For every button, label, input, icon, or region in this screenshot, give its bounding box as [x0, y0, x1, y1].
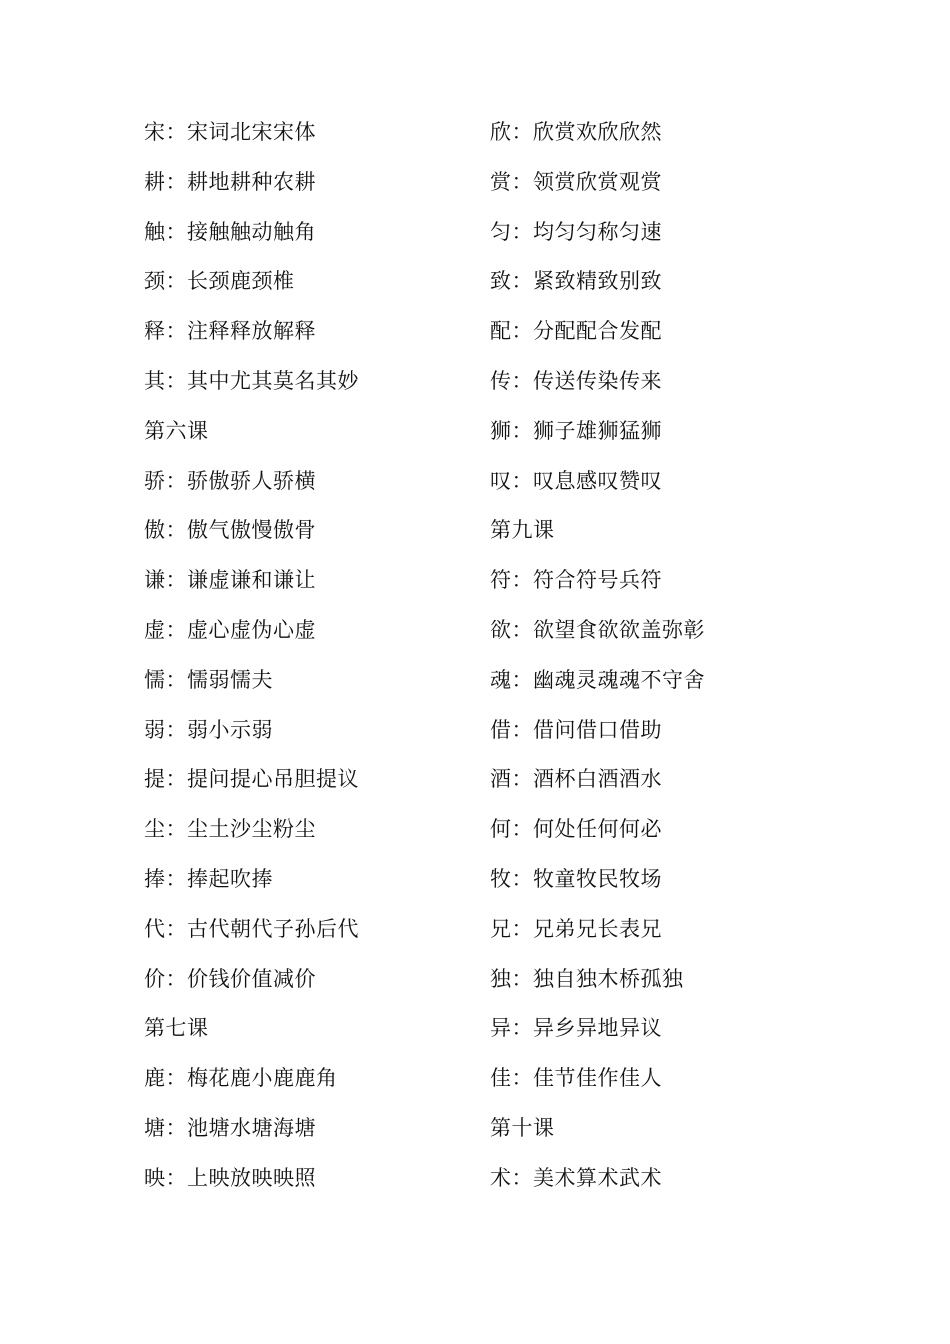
vocab-line: 弱：弱小示弱: [144, 717, 273, 742]
vocab-line: 虚：虚心虚伪心虚: [144, 617, 316, 642]
vocab-line: 宋：宋词北宋宋体: [144, 120, 316, 144]
vocab-line: 佳：佳节佳作佳人: [490, 1066, 662, 1091]
vocab-line: 兄：兄弟兄长表兄: [490, 916, 662, 941]
vocab-line: 配：分配配合发配: [490, 319, 662, 344]
vocab-line: 异：异乡异地异议: [490, 1016, 662, 1041]
vocab-line: 尘：尘土沙尘粉尘: [144, 817, 316, 842]
vocab-line: 价：价钱价值减价: [144, 966, 316, 991]
vocab-line: 代：古代朝代子孙后代: [144, 916, 359, 941]
vocab-line: 借：借问借口借助: [490, 717, 662, 742]
right-column: [490, 108, 820, 1204]
vocab-line: 匀：均匀匀称匀速: [490, 219, 662, 244]
lesson-heading: 第六课: [144, 418, 209, 443]
vocab-line: 鹿：梅花鹿小鹿鹿角: [144, 1066, 338, 1091]
left-column: [144, 108, 474, 1204]
vocab-line: 骄：骄傲骄人骄横: [144, 468, 316, 493]
vocab-line: 懦：懦弱懦夫: [144, 667, 273, 692]
vocab-line: 释：注释释放解释: [144, 319, 316, 344]
vocab-line: 酒：酒杯白酒酒水: [490, 767, 662, 792]
vocab-line: 提：提问提心吊胆提议: [144, 767, 359, 792]
vocab-line: 致：紧致精致别致: [490, 269, 662, 294]
vocab-line: 赏：领赏欣赏观赏: [490, 169, 662, 194]
vocab-line: 独：独自独木桥孤独: [490, 966, 684, 991]
vocab-line: 牧：牧童牧民牧场: [490, 866, 662, 891]
vocab-line: 欣：欣赏欢欣欣然: [490, 120, 662, 144]
vocab-line: 其：其中尤其莫名其妙: [144, 368, 359, 393]
vocab-line: 触：接触触动触角: [144, 219, 316, 244]
vocab-line: 狮：狮子雄狮猛狮: [490, 418, 662, 443]
vocab-line: 传：传送传染传来: [490, 368, 662, 393]
vocab-line: 捧：捧起吹捧: [144, 866, 273, 891]
vocab-line: 魂：幽魂灵魂魂不守舍: [490, 667, 705, 692]
vocab-line: 符：符合符号兵符: [490, 568, 662, 593]
vocab-line: 谦：谦虚谦和谦让: [144, 568, 316, 593]
vocab-line: 叹：叹息感叹赞叹: [490, 468, 662, 493]
lesson-heading: 第七课: [144, 1016, 209, 1041]
vocab-line: 映：上映放映映照: [144, 1165, 316, 1190]
vocab-line: 耕：耕地耕种农耕: [144, 169, 316, 194]
vocab-line: 术：美术算术武术: [490, 1165, 662, 1190]
vocab-line: 欲：欲望食欲欲盖弥彰: [490, 617, 705, 642]
vocab-line: 颈：长颈鹿颈椎: [144, 269, 295, 294]
lesson-heading: 第十课: [490, 1115, 555, 1140]
vocab-line: 傲：傲气傲慢傲骨: [144, 518, 316, 543]
vocab-line: 塘：池塘水塘海塘: [144, 1115, 316, 1140]
lesson-heading: 第九课: [490, 518, 555, 543]
vocab-line: 何：何处任何何必: [490, 817, 662, 842]
